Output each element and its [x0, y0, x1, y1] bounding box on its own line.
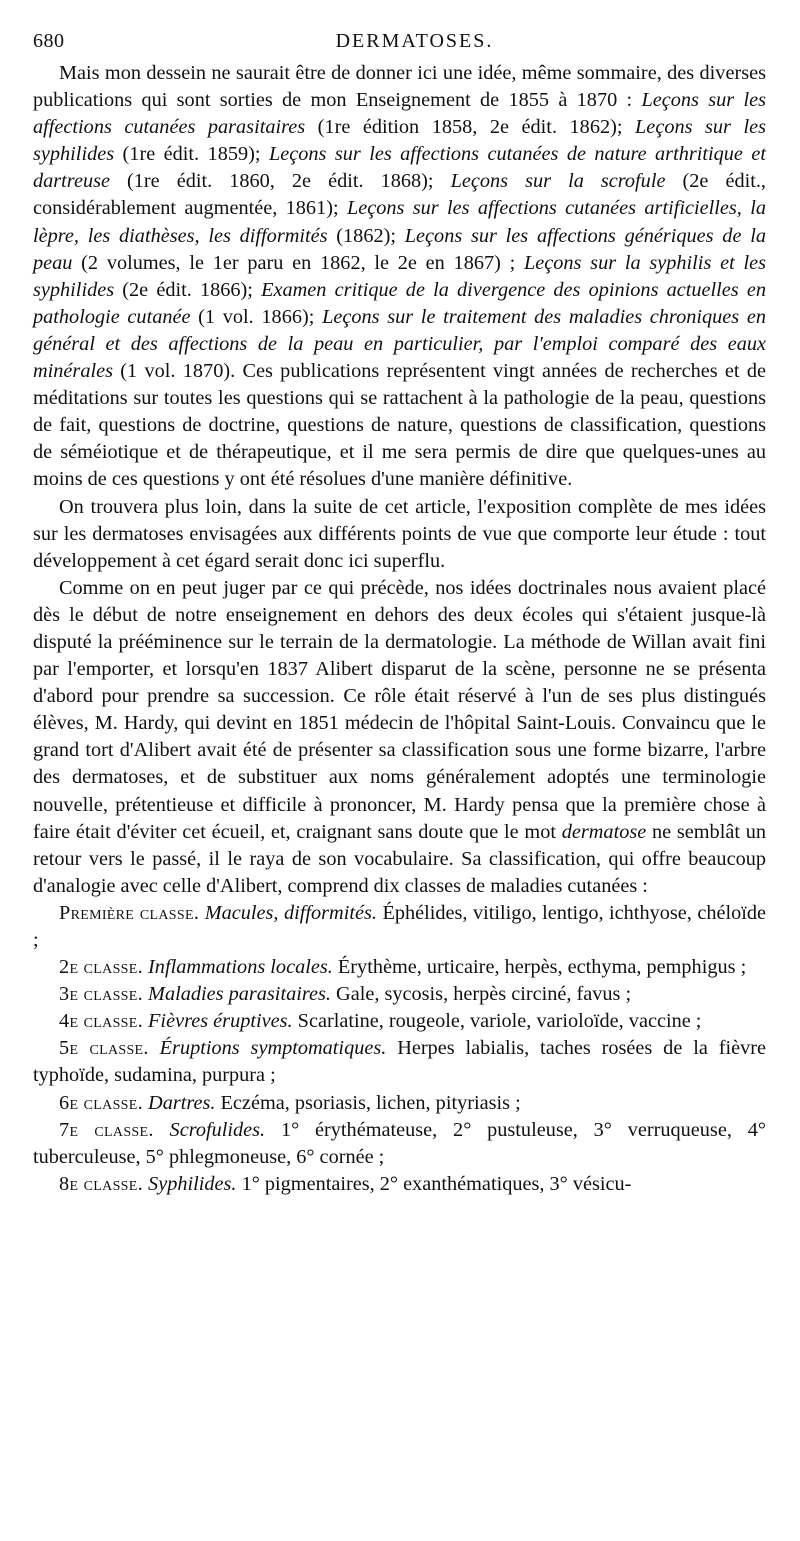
italic-title: Leçons sur le traitement des maladies chroniques en général et des affections de la peau en particulier, par l'emploi comparé des eaux minérales: [33, 305, 766, 383]
page-header: [33, 30, 766, 60]
text-run: On trouvera plus loin, dans la suite de cet article, l'exposition complète de mes idées sur les dermatoses envisagées aux différents points de vue que comporte leur étude : tout développement à cet égard serait donc ici superflu.: [33, 495, 766, 572]
class-title: Scrofulides.: [169, 1118, 266, 1141]
paragraph: [33, 575, 766, 900]
text-run: Comme on en peut juger par ce qui précède, nos idées doctrinales nous avaient placé dès le début de notre enseignement en dehors des deux écoles qui s'étaient jusque-là disputé la prééminence sur le terrain de la dermatologie. La méthode de Willan avait fini par l'emporter, et lorsqu'en 1837 Alibert disparut de la scène, personne ne se présenta d'abord pour prendre sa succession. Ce rôle était réservé à l'un de ses plus distingués élèves, M. Hardy, qui devint en 1851 médecin de l'hôpital Saint-Louis. Convaincu que le grand tort d'Alibert avait été de présenter sa classification sous une forme bizarre, l'arbre des dermatoses, et de substituer aux noms généralement adoptés une terminologie nouvelle, prétentieuse et difficile à prononcer, M. Hardy pensa que la première chose à faire était d'éviter cet écueil, et, craignant sans doute que le mot: [33, 576, 766, 843]
class-title: Syphilides.: [148, 1172, 237, 1195]
text-run: ne semblât un retour vers le passé, il le raya de son vocabulaire. Sa classification, qui offre beaucoup d'analogie avec celle d'Alibert, comprend dix classes de maladies cutanées :: [33, 820, 767, 897]
italic-title: Leçons sur les affections cutanées de nature arthritique et dartreuse: [33, 143, 767, 193]
class-items: Herpes labialis, taches rosées de la fièvre typhoïde, sudamina, purpura ;: [33, 1037, 767, 1087]
class-label: 8e classe.: [59, 1172, 143, 1195]
text-run: (1862);: [327, 224, 405, 247]
italic-title: Leçons sur les syphilides: [33, 116, 766, 166]
text-run: (2e édit. 1866);: [114, 278, 262, 301]
class-label: 6e classe.: [59, 1091, 143, 1114]
paragraph: [33, 494, 766, 575]
class-label: 3e classe.: [59, 983, 143, 1006]
class-title: Maladies parasitaires.: [148, 983, 331, 1006]
class-entry: [33, 900, 766, 954]
class-items: Éphélides, vitiligo, lentigo, ichthyose, chéloïde ;: [33, 901, 767, 951]
text-run: Mais mon dessein ne saurait être de donner ici une idée, même sommaire, des diverses publications qui sont sorties de mon Enseignement de 1855 à 1870 :: [33, 62, 766, 112]
page-number: 680: [33, 30, 65, 52]
text-run: (1 vol. 1870). Ces publications représentent vingt années de recherches et de méditations sur toutes les questions qui se rattachent à la pathologie de la peau, questions de fait, questions de doctrine, questions de nature, questions de classification, questions de séméiotique et de thérapeutique, et il me sera permis de dire que quelques-unes au moins de ces questions y ont été résolues d'une manière définitive.: [33, 360, 766, 491]
italic-title: Examen critique de la divergence des opinions actuelles en pathologie cutanée: [33, 278, 766, 328]
class-entry: [33, 981, 766, 1008]
text-run: (2 volumes, le 1er paru en 1862, le 2e en 1867) ;: [72, 251, 524, 274]
body-text: [33, 60, 766, 900]
class-title: Dartres.: [148, 1091, 216, 1114]
italic-title: Leçons sur les affections cutanées parasitaires: [33, 89, 766, 139]
class-items: 1° pigmentaires, 2° exanthématiques, 3° vésicu-: [241, 1172, 632, 1195]
class-entry: [33, 1117, 766, 1171]
class-items: Scarlatine, rougeole, variole, varioloïde, vaccine ;: [297, 1010, 702, 1033]
class-label: Première classe.: [59, 901, 200, 924]
italic-title: Leçons sur les affections cutanées artificielles, la lèpre, les diathèses, les difformités: [33, 197, 766, 247]
class-entry: [33, 1008, 766, 1035]
class-entry: [33, 1090, 766, 1117]
class-entry: [33, 954, 766, 981]
class-title: Éruptions symptomatiques.: [159, 1037, 387, 1060]
class-label: 7e classe.: [59, 1118, 154, 1141]
class-entry: [33, 1035, 766, 1089]
text-run: (1re édit. 1860, 2e édit. 1868);: [110, 170, 451, 193]
italic-title: Leçons sur la scrofule: [450, 170, 666, 193]
class-items: Érythème, urticaire, herpès, ecthyma, pemphigus ;: [337, 956, 747, 979]
paragraph: [33, 60, 766, 494]
class-list: [33, 900, 766, 1198]
class-label: 5e classe.: [59, 1037, 149, 1060]
class-items: 1° érythémateuse, 2° pustuleuse, 3° verruqueuse, 4° tuberculeuse, 5° phlegmoneuse, 6° cornée ;: [33, 1118, 766, 1168]
class-items: Eczéma, psoriasis, lichen, pityriasis ;: [220, 1091, 521, 1114]
italic-title: Leçons sur la syphilis et les syphilides: [33, 251, 766, 301]
text-run: (1re édition 1858, 2e édit. 1862);: [305, 116, 636, 139]
class-title: Fièvres éruptives.: [148, 1010, 293, 1033]
class-label: 2e classe.: [59, 956, 143, 979]
text-run: (1 vol. 1866);: [190, 305, 323, 328]
class-title: Inflammations locales.: [148, 956, 333, 979]
text-run: (1re édit. 1859);: [114, 143, 269, 166]
running-title: DERMATOSES.: [335, 30, 494, 52]
class-label: 4e classe.: [59, 1010, 143, 1033]
class-items: Gale, sycosis, herpès circiné, favus ;: [336, 983, 632, 1006]
italic-title: Leçons sur les affections génériques de la peau: [33, 224, 766, 274]
class-entry: [33, 1171, 766, 1198]
class-title: Macules, difformités.: [204, 901, 377, 924]
italic-title: dermatose: [561, 820, 647, 843]
text-run: (2e édit., considérablement augmentée, 1861);: [33, 170, 766, 220]
